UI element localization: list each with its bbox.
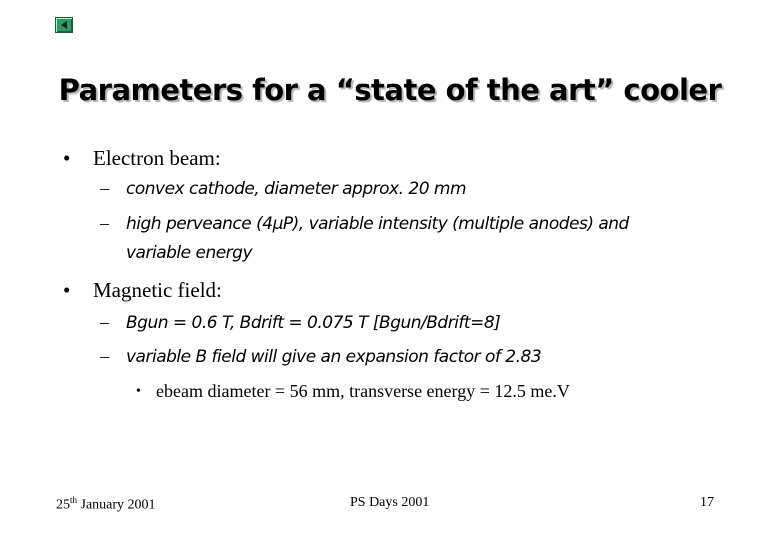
list-item [100, 312, 500, 333]
bullet-glyph: • [63, 278, 71, 302]
footer-event: PS Days 2001 [350, 495, 430, 510]
subbullet-glyph: • [136, 384, 141, 399]
back-nav-button[interactable] [55, 17, 73, 33]
footer-date: 25th January 2001 [56, 495, 156, 513]
dash-glyph: – [100, 346, 109, 366]
dash-glyph: – [100, 312, 109, 332]
section-electron-beam [63, 146, 221, 171]
section-heading: Magnetic field: [93, 278, 222, 302]
list-item [100, 213, 629, 234]
item-text: variable B field will give an expansion factor of 2.83 [126, 347, 542, 367]
page-number: 17 [700, 495, 714, 510]
back-triangle-icon [61, 21, 67, 29]
item-text: Bgun = 0.6 T, Bdrift = 0.075 T [Bgun/Bdrift=8] [126, 313, 501, 333]
sub-list-item [136, 381, 570, 402]
slide-title: Parameters for a “state of the art” cooler [58, 73, 722, 107]
item-text: convex cathode, diameter approx. 20 mm [126, 179, 467, 199]
item-text: high perveance (4μP), variable intensity (multiple anodes) and [126, 214, 629, 234]
section-magnetic-field [63, 278, 222, 303]
list-item [100, 178, 466, 199]
bullet-glyph: • [63, 146, 71, 170]
dash-glyph: – [100, 178, 109, 198]
section-heading: Electron beam: [93, 146, 221, 170]
list-item [100, 346, 541, 367]
subitem-text: ebeam diameter = 56 mm, transverse energy = 12.5 me.V [156, 381, 570, 401]
item-continuation: variable energy [126, 243, 253, 263]
dash-glyph: – [100, 213, 109, 233]
